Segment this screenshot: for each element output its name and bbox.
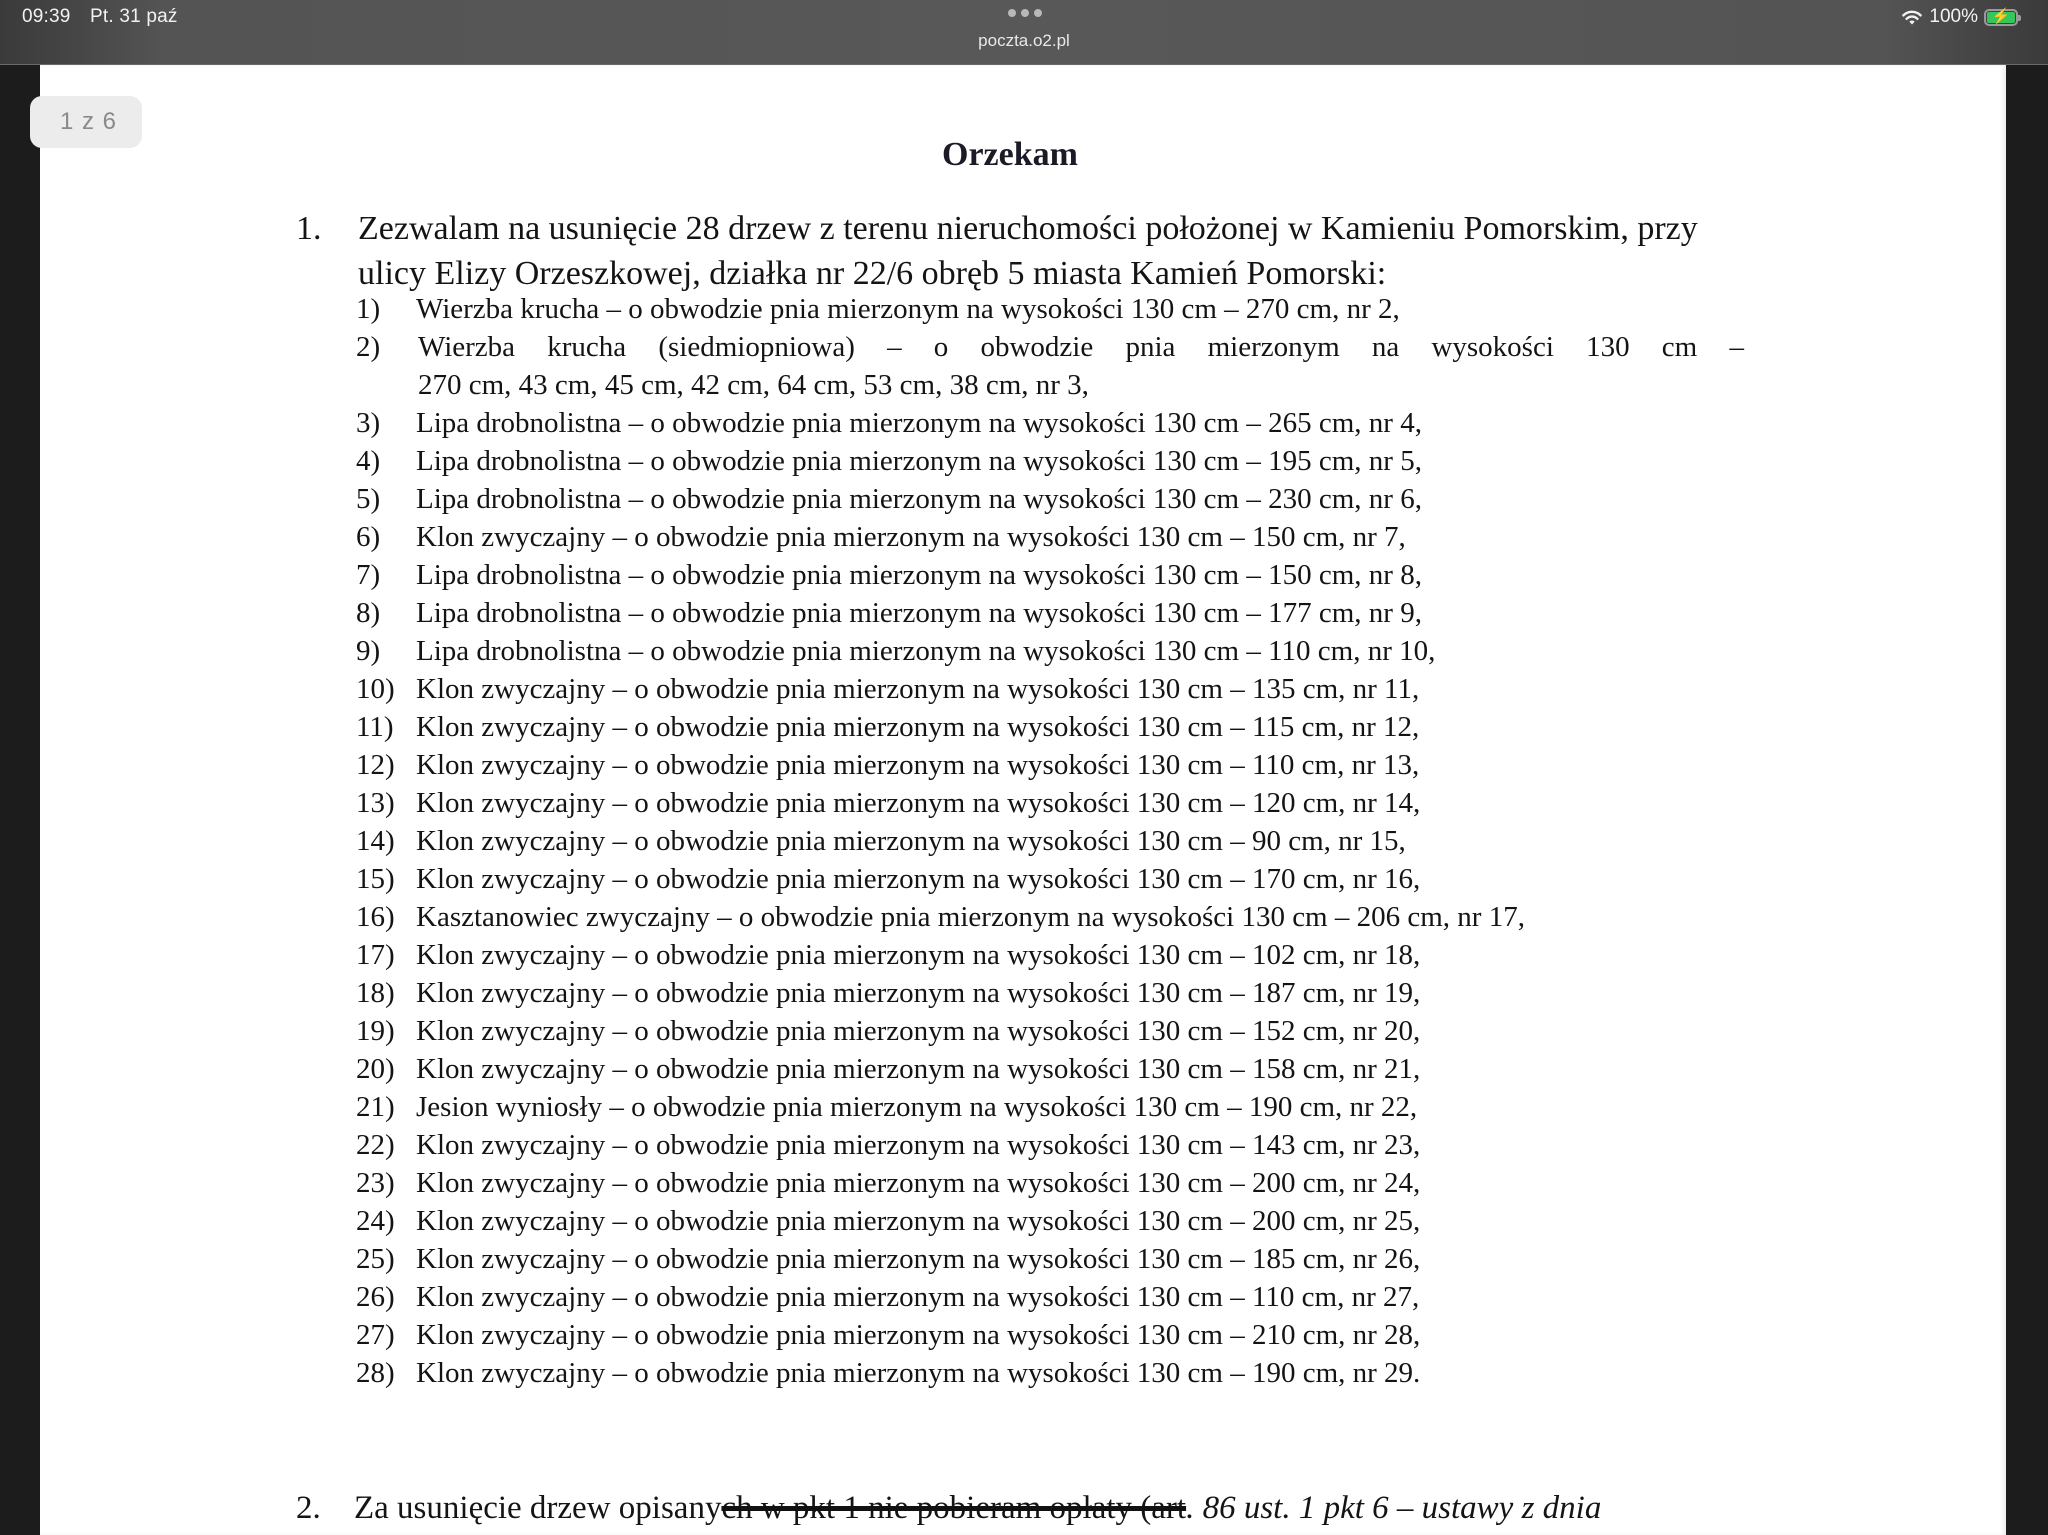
item-number: 24) [356, 1205, 395, 1237]
struck-text: ch w pkt 1 nie pobieram opłaty (art [721, 1490, 1187, 1526]
item-word: na [1371, 331, 1400, 363]
item-number: 14) [356, 825, 395, 857]
list-item [356, 822, 1756, 860]
item-number: 1) [356, 293, 381, 325]
list-item [356, 404, 1756, 442]
item-word: (siedmiopniowa) [658, 331, 855, 363]
battery-percent: 100% [1929, 6, 1978, 27]
list-item [356, 1240, 1756, 1278]
item-text: Klon zwyczajny – o obwodzie pnia mierzonym na wysokości 130 cm – 170 cm, nr 16, [416, 863, 1421, 895]
item-text-continued: 270 cm, 43 cm, 45 cm, 42 cm, 64 cm, 53 cm, 38 cm, nr 3, [418, 369, 1089, 401]
item-text: Klon zwyczajny – o obwodzie pnia mierzonym na wysokości 130 cm – 90 cm, nr 15, [416, 825, 1406, 857]
list-item [356, 290, 1756, 328]
list-item [356, 632, 1756, 670]
list-item [356, 328, 1756, 404]
clock: 09:39 [22, 6, 71, 27]
item-word: obwodzie [980, 331, 1094, 363]
list-item [356, 480, 1756, 518]
section-number: 2. [296, 1490, 321, 1526]
item-number: 16) [356, 901, 395, 933]
item-number: 18) [356, 977, 395, 1009]
item-text: Lipa drobnolistna – o obwodzie pnia mierzonym na wysokości 130 cm – 110 cm, nr 10, [416, 635, 1436, 667]
list-item [356, 1088, 1756, 1126]
item-text: Kasztanowiec zwyczajny – o obwodzie pnia mierzonym na wysokości 130 cm – 206 cm, nr 17, [416, 901, 1525, 933]
item-number: 13) [356, 787, 395, 819]
item-number: 19) [356, 1015, 395, 1047]
item-text: Jesion wyniosły – o obwodzie pnia mierzonym na wysokości 130 cm – 190 cm, nr 22, [416, 1091, 1418, 1123]
item-text: Lipa drobnolistna – o obwodzie pnia mierzonym na wysokości 130 cm – 177 cm, nr 9, [416, 597, 1422, 629]
list-item [356, 1202, 1756, 1240]
item-number: 9) [356, 635, 381, 667]
item-number: 7) [356, 559, 381, 591]
list-item [356, 442, 1756, 480]
item-word: 130 [1586, 331, 1630, 363]
item-number: 8) [356, 597, 381, 629]
item-number: 10) [356, 673, 395, 705]
list-item [356, 1316, 1756, 1354]
item-text: Klon zwyczajny – o obwodzie pnia mierzonym na wysokości 130 cm – 190 cm, nr 29. [416, 1357, 1421, 1389]
item-text: Klon zwyczajny – o obwodzie pnia mierzonym na wysokości 130 cm – 200 cm, nr 25, [416, 1205, 1421, 1237]
item-number: 2) [356, 331, 381, 363]
item-text: Klon zwyczajny – o obwodzie pnia mierzonym na wysokości 130 cm – 210 cm, nr 28, [416, 1319, 1421, 1351]
list-item [356, 556, 1756, 594]
section-2 [296, 1490, 1601, 1527]
list-item [356, 936, 1756, 974]
item-text: Klon zwyczajny – o obwodzie pnia mierzonym na wysokości 130 cm – 120 cm, nr 14, [416, 787, 1421, 819]
section-1 [296, 206, 1746, 296]
section-text: Za usunięcie drzew opisany [354, 1490, 722, 1526]
address-bar[interactable]: poczta.o2.pl [978, 31, 1070, 50]
item-number: 28) [356, 1357, 395, 1389]
item-number: 22) [356, 1129, 395, 1161]
list-item [356, 1278, 1756, 1316]
list-item [356, 1012, 1756, 1050]
item-text: Klon zwyczajny – o obwodzie pnia mierzonym na wysokości 130 cm – 152 cm, nr 20, [416, 1015, 1421, 1047]
item-number: 6) [356, 521, 381, 553]
list-item [356, 670, 1756, 708]
item-text: Klon zwyczajny – o obwodzie pnia mierzonym na wysokości 130 cm – 135 cm, nr 11, [416, 673, 1420, 705]
list-item [356, 594, 1756, 632]
item-number: 11) [356, 711, 394, 743]
document-heading: Orzekam [942, 136, 1078, 173]
item-word: krucha [547, 331, 627, 363]
item-number: 15) [356, 863, 395, 895]
item-word: mierzonym [1207, 331, 1340, 363]
item-text: Lipa drobnolistna – o obwodzie pnia mierzonym na wysokości 130 cm – 265 cm, nr 4, [416, 407, 1422, 439]
item-text: Klon zwyczajny – o obwodzie pnia mierzonym na wysokości 130 cm – 158 cm, nr 21, [416, 1053, 1421, 1085]
section-number: 1. [296, 210, 322, 247]
list-item [356, 1354, 1756, 1392]
item-text: Lipa drobnolistna – o obwodzie pnia mierzonym na wysokości 130 cm – 230 cm, nr 6, [416, 483, 1422, 515]
item-number: 4) [356, 445, 381, 477]
item-word: – [887, 331, 902, 363]
item-text: Klon zwyczajny – o obwodzie pnia mierzonym na wysokości 130 cm – 187 cm, nr 19, [416, 977, 1421, 1009]
item-number: 21) [356, 1091, 395, 1123]
list-item [356, 784, 1756, 822]
section-intro: Zezwalam na usunięcie 28 drzew z terenu nieruchomości położonej w Kamieniu Pomorskim, przy ulicy Elizy Orzeszkowej, działka nr 22/6 obręb 5 miasta Kamień Pomorski: [358, 210, 1698, 292]
item-text: Klon zwyczajny – o obwodzie pnia mierzonym na wysokości 130 cm – 143 cm, nr 23, [416, 1129, 1421, 1161]
charging-bolt-icon: ⚡ [1991, 7, 2011, 25]
list-item [356, 1050, 1756, 1088]
wifi-icon [1901, 8, 1923, 26]
item-number: 25) [356, 1243, 395, 1275]
item-text: Klon zwyczajny – o obwodzie pnia mierzonym na wysokości 130 cm – 110 cm, nr 13, [416, 749, 1420, 781]
status-left [22, 6, 192, 28]
item-number: 26) [356, 1281, 395, 1313]
item-word: – [1729, 331, 1744, 363]
item-text: Klon zwyczajny – o obwodzie pnia mierzonym na wysokości 130 cm – 115 cm, nr 12, [416, 711, 1420, 743]
item-word: o [933, 331, 949, 363]
item-word: Wierzba [418, 331, 516, 363]
list-item [356, 746, 1756, 784]
item-text: Klon zwyczajny – o obwodzie pnia mierzonym na wysokości 130 cm – 102 cm, nr 18, [416, 939, 1421, 971]
status-right [1901, 6, 2018, 28]
item-number: 27) [356, 1319, 395, 1351]
item-text: Klon zwyczajny – o obwodzie pnia mierzonym na wysokości 130 cm – 110 cm, nr 27, [416, 1281, 1420, 1313]
list-item [356, 708, 1756, 746]
item-text: Klon zwyczajny – o obwodzie pnia mierzonym na wysokości 130 cm – 150 cm, nr 7, [416, 521, 1406, 553]
item-text: Klon zwyczajny – o obwodzie pnia mierzonym na wysokości 130 cm – 185 cm, nr 26, [416, 1243, 1421, 1275]
ellipsis-icon[interactable] [1008, 9, 1042, 17]
item-word: cm [1661, 331, 1698, 363]
item-text: Lipa drobnolistna – o obwodzie pnia mierzonym na wysokości 130 cm – 150 cm, nr 8, [416, 559, 1422, 591]
status-bar [0, 0, 2048, 65]
item-number: 23) [356, 1167, 395, 1199]
item-number: 3) [356, 407, 381, 439]
list-item [356, 518, 1756, 556]
item-number: 17) [356, 939, 395, 971]
page-indicator: 1 z 6 [30, 96, 142, 148]
list-item [356, 860, 1756, 898]
item-text: Lipa drobnolistna – o obwodzie pnia mierzonym na wysokości 130 cm – 195 cm, nr 5, [416, 445, 1422, 477]
item-text: Wierzba krucha – o obwodzie pnia mierzonym na wysokości 130 cm – 270 cm, nr 2, [416, 293, 1400, 325]
item-word: pnia [1125, 331, 1176, 363]
date: Pt. 31 paź [90, 6, 178, 27]
list-item [356, 1164, 1756, 1202]
list-item [356, 1126, 1756, 1164]
item-word: wysokości [1431, 331, 1554, 363]
italic-text: . 86 ust. 1 pkt 6 – ustawy z dnia [1186, 1490, 1602, 1526]
tree-list [356, 290, 1756, 1392]
battery-icon [1984, 9, 2018, 26]
item-number: 12) [356, 749, 395, 781]
item-number: 20) [356, 1053, 395, 1085]
list-item [356, 898, 1756, 936]
list-item [356, 974, 1756, 1012]
item-text: Klon zwyczajny – o obwodzie pnia mierzonym na wysokości 130 cm – 200 cm, nr 24, [416, 1167, 1421, 1199]
item-number: 5) [356, 483, 381, 515]
